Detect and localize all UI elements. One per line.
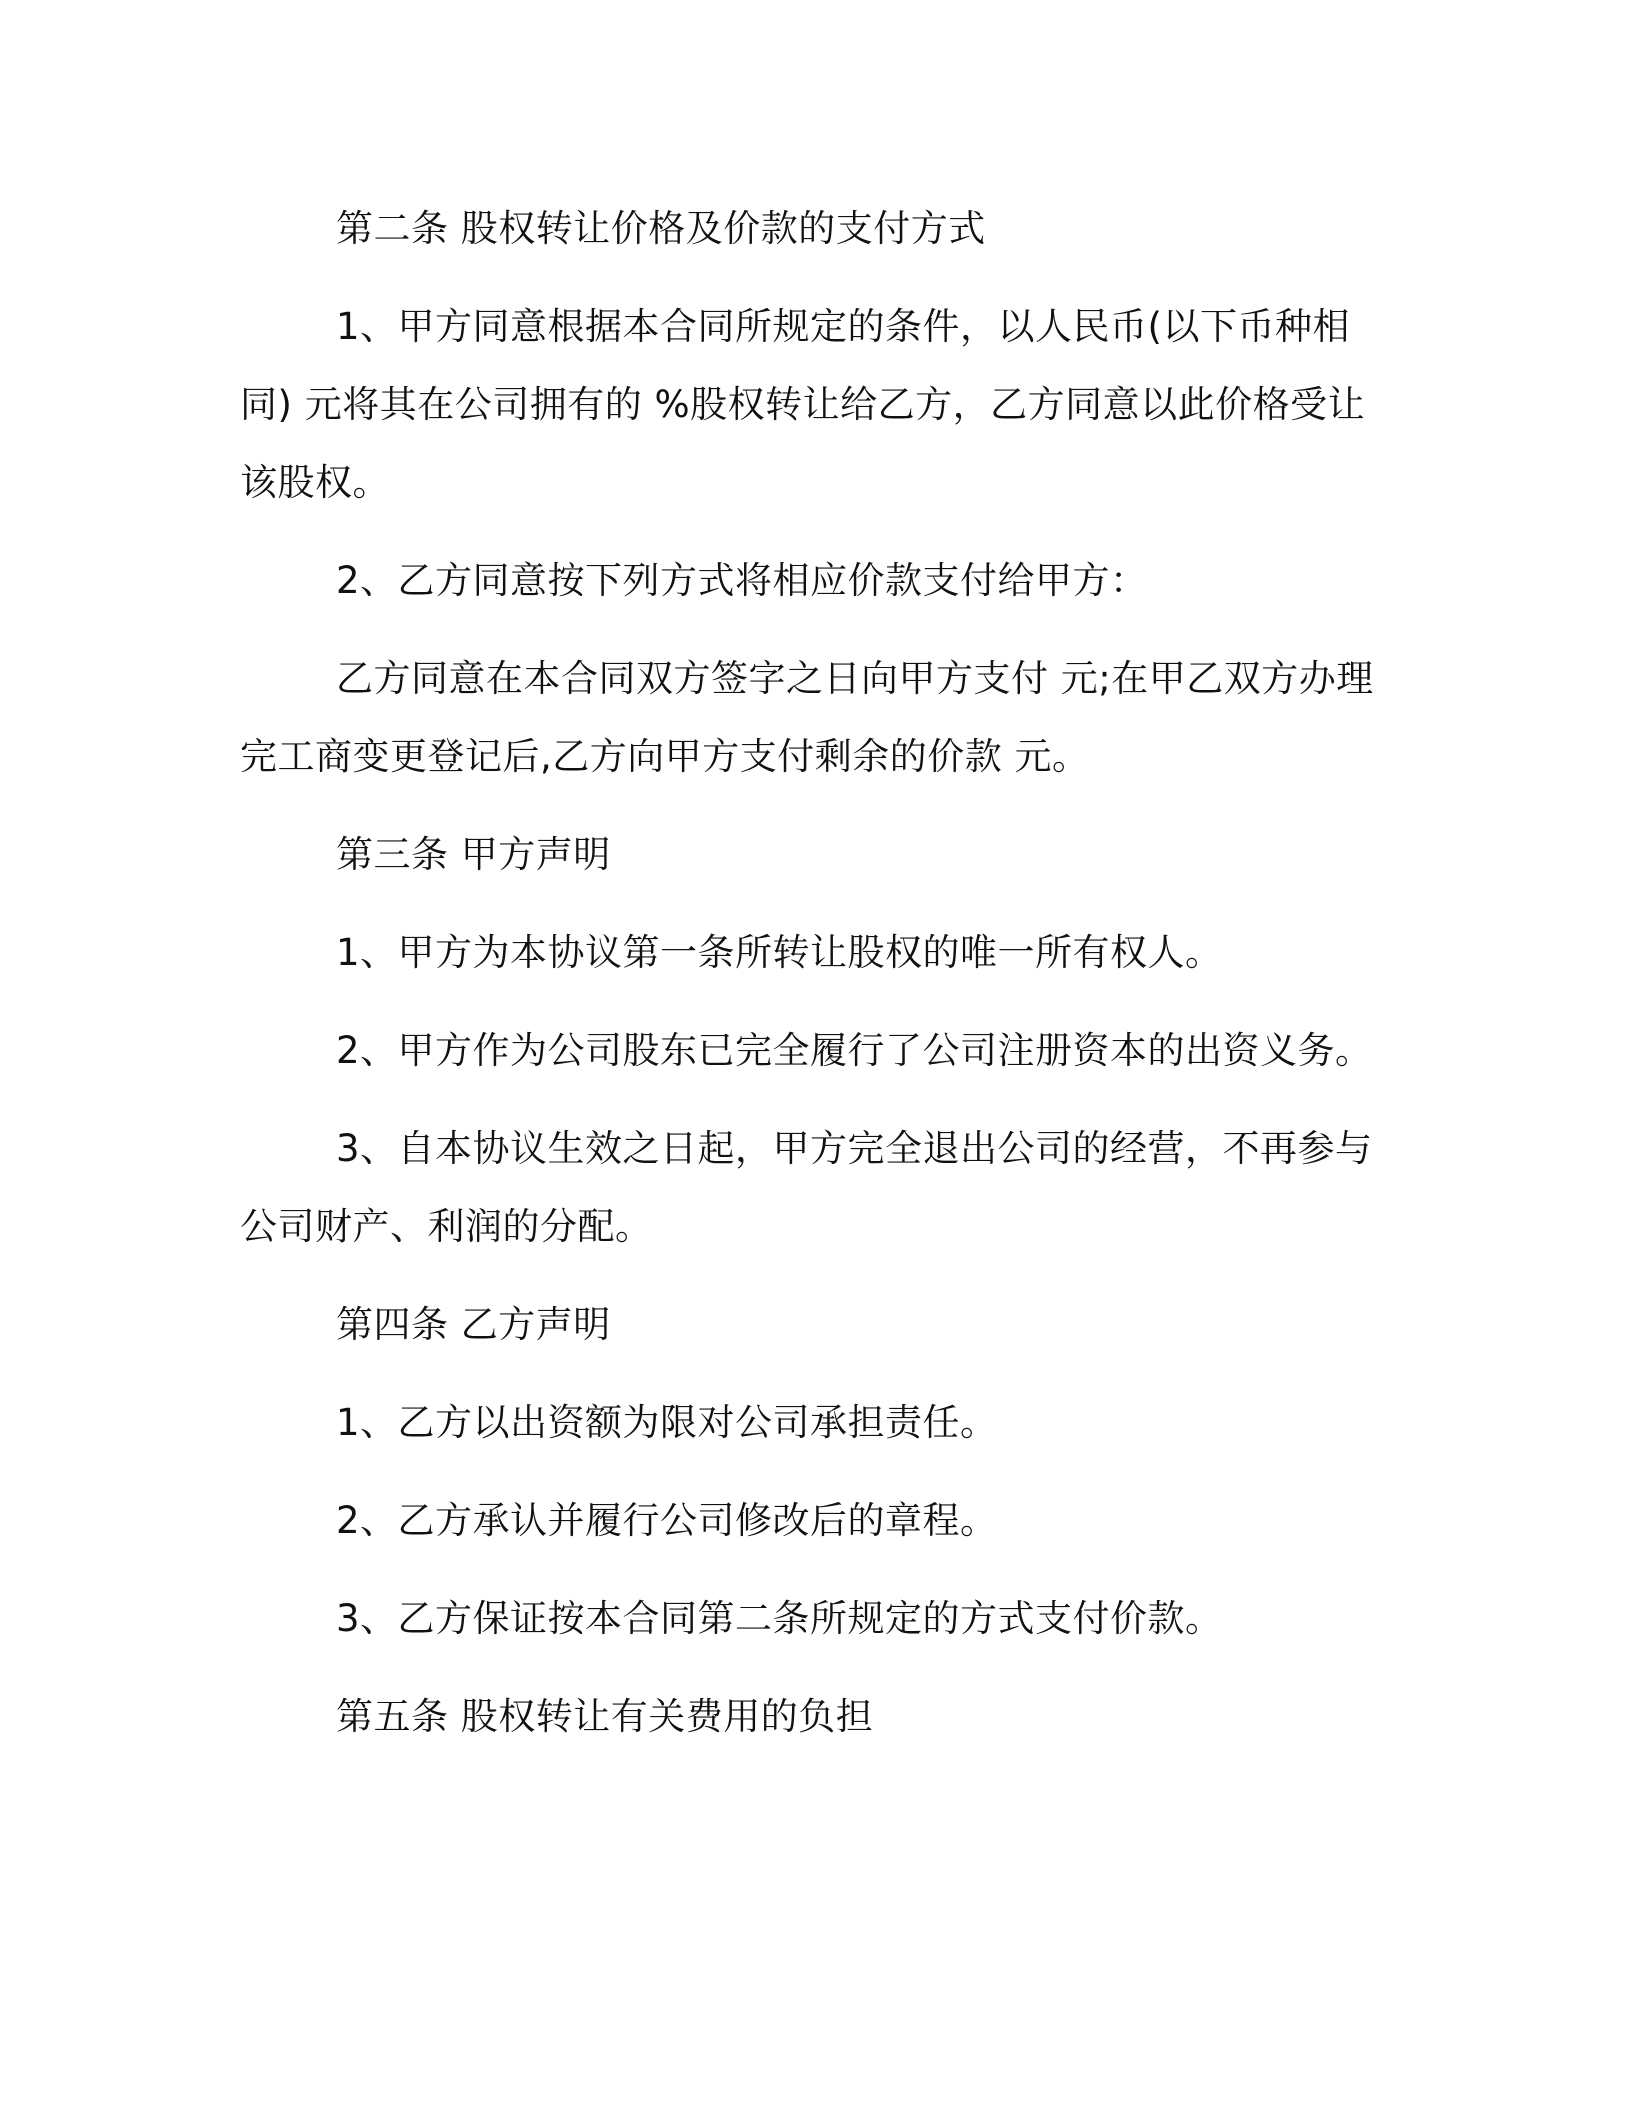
article-3-heading: 第三条 甲方声明 (336, 833, 611, 876)
article-4-clause-1: 1、乙方以出资额为限对公司承担责任。 (336, 1401, 998, 1444)
article-2-clause-2: 2、乙方同意按下列方式将相应价款支付给甲方： (336, 559, 1148, 602)
article-5-heading: 第五条 股权转让有关费用的负担 (336, 1695, 874, 1738)
article-4-clause-3: 3、乙方保证按本合同第二条所规定的方式支付价款。 (336, 1597, 1223, 1640)
article-3-clause-1: 1、甲方为本协议第一条所转让股权的唯一所有权人。 (336, 931, 1223, 974)
document-body (240, 190, 1390, 1756)
article-2-heading: 第二条 股权转让价格及价款的支付方式 (336, 207, 986, 250)
article-4-heading: 第四条 乙方声明 (336, 1303, 611, 1346)
article-4-clause-2: 2、乙方承认并履行公司修改后的章程。 (336, 1499, 998, 1542)
article-3-clause-3: 3、自本协议生效之日起，甲方完全退出公司的经营，不再参与公司财产、利润的分配。 (240, 1127, 1373, 1248)
article-2-clause-1: 1、甲方同意根据本合同所规定的条件，以人民币(以下币种相同) 元将其在公司拥有的 %股权转让给乙方，乙方同意以此价格受让该股权。 (240, 305, 1366, 504)
article-3-clause-2: 2、甲方作为公司股东已完全履行了公司注册资本的出资义务。 (336, 1029, 1373, 1072)
article-2-payment-terms: 乙方同意在本合同双方签字之日向甲方支付 元;在甲乙双方办理完工商变更登记后,乙方向甲方支付剩余的价款 元。 (240, 657, 1374, 778)
